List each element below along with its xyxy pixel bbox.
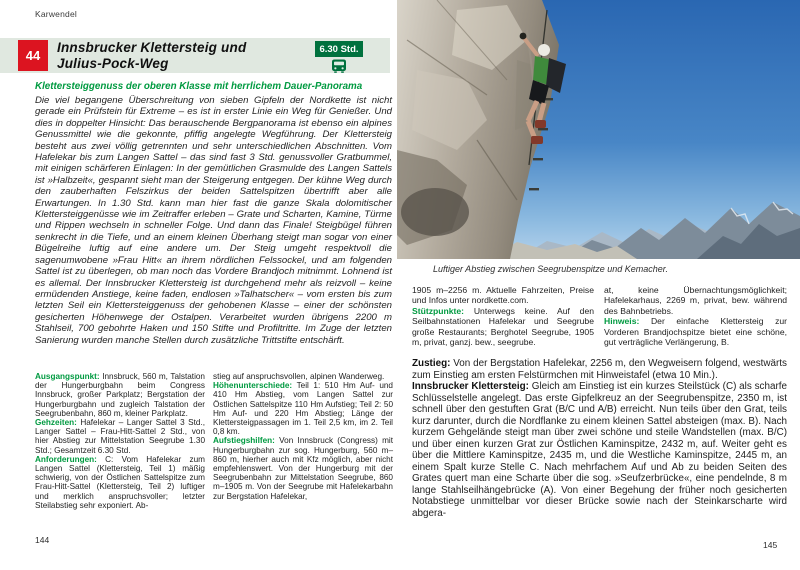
section-text: Der einfache Klettersteig zur Vorderen Brandjochspitze bietet eine schöne, gut verträgliche Verlängerung, B. bbox=[604, 316, 788, 348]
route-title bbox=[57, 40, 246, 72]
info-column-a bbox=[412, 285, 594, 347]
running-header: Karwendel bbox=[35, 9, 77, 19]
route-title-band bbox=[0, 38, 390, 73]
duration-badge: 6.30 Std. bbox=[315, 41, 363, 57]
section-label: Stützpunkte: bbox=[412, 305, 465, 316]
info-section-hinweis bbox=[604, 316, 787, 347]
column-continuation: at, keine Übernachtungsmöglichkeit; Hafelekarhaus, 2269 m, privat, bew. während des Bahnbetriebs. bbox=[604, 285, 787, 316]
section-label: Ausgangspunkt: bbox=[35, 372, 100, 381]
section-text: Innsbruck, 560 m, Talstation der Hungerburgbahn beim Congress Innsbruck, großer Parkplatz; Bergstation der Hungerburgbahn und zugleich Talstation der Seegrubenbahn, 860 m, kleiner Parkplatz. bbox=[35, 372, 205, 418]
section-text: Von der Bergstation Hafelekar, 2256 m, den Wegweisern folgend, westwärts zum Einstieg am ersten Felstürmchen mit Hinweistafel (etwa 10 Min.). bbox=[412, 358, 787, 381]
route-photo bbox=[397, 0, 800, 259]
section-text: C: Vom Hafelekar zum Langen Sattel (Klettersteig, Teil 1) mäßig schwierig, von der Östlichen Sattelspitze zum Frau-Hitt-Sattel (Klettersteig, Teil 2) luftiger und merklich anspruchsvoller; letzter Steilabstieg sehr exponiert. Ab- bbox=[35, 454, 205, 510]
intro-paragraph: Die viel begangene Überschreitung von sieben Gipfeln der Nordkette ist nicht gerade ein Prüfstein für Extreme – es ist in erster Linie ein Weg für Genießer. Und dies in doppelter Hinsicht: Das berauschende Bergpanorama ist ebenso ein alpines Genussmittel wie die gekonnte, pfiffig angelegte Wegführung. Der Klettersteig besteht aus zwei völlig getrennten und sehr unterschiedlichen Abschnitten. Vom Hafelekar bis zum Langen Sattel – das sind fast 3 Std. genussvoller Gratbummel, mit einigen schärferen Einlagen: In der gemütlichen Grasmulde des Langen Sattels ist »Halbzeit«, gespannt sieht man der Steigerung entgegen. Der kühne Weg durch den zauberhaften Felszirkus der beiden Sattelspitzen übertrifft aber alle Erwartungen. In 1.30 Std. kann man hier fast die ganze Skala dolomitischer Klettersteiggenüsse wie im Zeitraffer erleben – Grate und Scharten, Kamine, Türme und Rippen wechseln in schneller Folge. Und dann das Finale! Steigbügel führen senkrecht in die Tiefe, und an einem kleinen Überhang steigt man sogar von einer Bügelreihe luftig auf eine andere um. Der Steig umgeht respektvoll die sagenumwobene »Frau Hitt« an ihrem nördlichen Felssockel, und am folgenden Sattel ist zu überlegen, ob man noch das Vordere Brandjoch mitnimmt. Lohnend ist es allemal. Der Innsbrucker Klettersteig ist durchgehend mehr als reizvoll – keine ermüdenden Anstiege, keine faden, endlosen »Talhatscher« – vom ersten bis zum letzten Seil ein Klettersteiggenuss der gehobenen Klasse – einer der schönsten gesicherten Höhenwege der Ostalpen. Verarbeitet wurden übrigens 2200 m Stahlseil, 700 gebohrte Haken und 150 Stifte und Profiltritte. Im Zuge der letzten Sanierung wurden manche Stellen durch zusätzliche Trittstifte entschärft. bbox=[35, 95, 392, 346]
info-section-ausgangspunkt bbox=[35, 372, 205, 418]
column-continuation: stieg auf anspruchsvollen, alpinen Wanderweg. bbox=[213, 372, 385, 381]
section-label: Gehzeiten: bbox=[35, 418, 77, 428]
route-number-badge: 44 bbox=[18, 40, 48, 71]
photo-caption: Luftiger Abstieg zwischen Seegrubenspitze und Kemacher. bbox=[433, 264, 668, 274]
column-continuation: 1905 m–2256 m. Aktuelle Fahrzeiten, Preise und Infos unter nordkette.com. bbox=[412, 285, 594, 306]
route-description bbox=[412, 358, 787, 519]
bus-icon bbox=[331, 59, 347, 73]
route-subtitle: Klettersteiggenuss der oberen Klasse mit herrlichem Dauer-Panorama bbox=[35, 81, 363, 92]
info-column-1 bbox=[35, 372, 205, 510]
info-section-gehzeiten bbox=[35, 418, 205, 455]
info-column-2 bbox=[213, 372, 393, 501]
section-label: Aufstiegshilfen: bbox=[213, 436, 275, 446]
page-number-right: 145 bbox=[763, 540, 778, 550]
info-section-aufstiegshilfen bbox=[213, 436, 393, 500]
description-zustieg bbox=[412, 358, 787, 381]
section-label: Hinweis: bbox=[604, 316, 640, 327]
section-label: Zustieg: bbox=[412, 358, 451, 369]
section-text: Teil 1: 510 Hm Auf- und 410 Hm Abstieg, vom Langen Sattel zur Östlichen Sattelspitze 110 Hm Aufstieg; Teil 2: 50 Hm Auf- und 220 Hm Abstieg; Länge der Klettersteigpassagen im 1. Teil 2,5 km, im 2. Teil 0,8 km. bbox=[213, 381, 393, 437]
info-section-stuetzpunkte bbox=[412, 306, 594, 348]
route-title-line1: Innsbrucker Klettersteig und bbox=[57, 40, 247, 55]
section-text: Hafelekar – Langer Sattel 3 Std., Langer Sattel – Frau-Hitt-Sattel 2 Std., von hier Abstieg zur Mittelstation Seegrube 1.30 Std.; Gesamtzeit 6.30 Std. bbox=[35, 418, 205, 455]
info-column-b bbox=[604, 285, 787, 347]
description-klettersteig bbox=[412, 381, 787, 519]
section-label: Anforderungen: bbox=[35, 454, 97, 464]
section-text: Von Innsbruck (Congress) mit Hungerburgbahn zur sog. Hungerburg, 560 m–860 m, hierher auch mit Kfz möglich, aber nicht empfehlenswert. Von der Hungerburg mit der Seegrubenbahn zur Mittelstation Seegrube, 860 m–1905 m. Von der Seegrube mit Hafelekarbahn zur Bergstation Hafelekar, bbox=[213, 436, 393, 501]
route-title-line2: Julius-Pock-Weg bbox=[57, 56, 169, 71]
section-label: Höhenunterschiede: bbox=[213, 381, 293, 391]
section-text: Gleich am Einstieg ist ein kurzes Steilstück (C) als scharfe Schlüsselstelle angelegt. Das erste Gipfelkreuz an der Seegrubenspitze, 2350 m, ist schnell über den gestuften Grat (B/C und A/B) erreicht. Nun teils über den Grat, teils kurz darunter, durch die Nordflanke zu einem kleinen Sattel absteigen (max. B). Nach kurzem Gehgelände steigt man über zwei schöne und steile Wandstellen (max. B/C) und über einen kurzen Grat zur Östlichen Kaminspitze, 2432 m, auf. Weiter geht es über die Mittlere Kaminspitze, 2435 m, und die Westliche Kaminspitze, 2445 m, an einem Spalt kurze Stelle C. Nach mehrfachem Auf und Ab zu beiden Seiten des Grates quert man eine Scharte über die sog. »Seufzerbrücke«, eine pendelnde, 8 m lange Stahlseilhängebrücke (A). Von einer Begehung der früher noch gesicherten Notabstiege unmittelbar vor dieser Brücke sowie nach der Steinkarscharte wird abgera- bbox=[412, 381, 787, 519]
page-number-left: 144 bbox=[35, 535, 50, 545]
section-label: Innsbrucker Klettersteig: bbox=[412, 381, 529, 392]
info-section-hoehenunterschiede bbox=[213, 381, 393, 436]
info-section-anforderungen bbox=[35, 455, 205, 510]
section-text: Unterwegs keine. Auf den Seilbahnstationen Hafelekar und Seegrube große Restaurants; Berghotel Seegrube, 1905 m, privat, ganzj. bew., seegrube. bbox=[412, 305, 594, 348]
